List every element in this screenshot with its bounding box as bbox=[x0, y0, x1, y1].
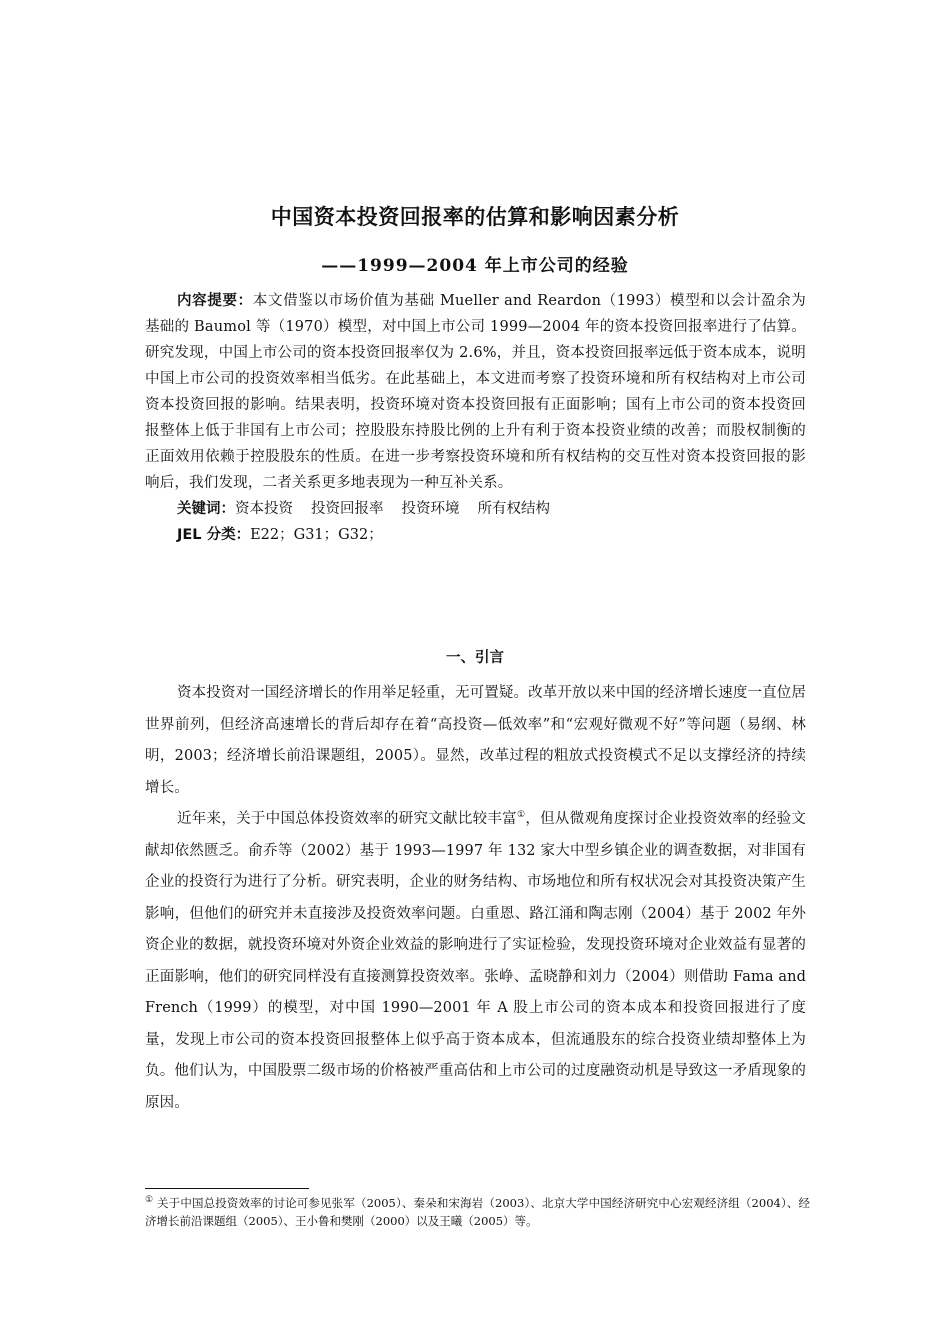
intro-paragraph-2-start: 近年来，关于中国总体投资效率的研究文献比较丰富 bbox=[177, 811, 517, 827]
section-heading: 一、引言 bbox=[446, 650, 504, 666]
keyword: 资本投资 bbox=[235, 501, 293, 517]
keyword: 所有权结构 bbox=[477, 501, 550, 517]
abstract-label: 内容提要： bbox=[177, 293, 253, 309]
footnote-reference[interactable]: ① bbox=[516, 810, 526, 821]
intro-paragraph-2 bbox=[145, 804, 806, 1119]
footnote-text: 关于中国总投资效率的讨论可参见张军（2005）、秦朵和宋海岩（2003）、北京大学中国经济研究中心宏观经济组（2004）、经济增长前沿课题组（2005）、王小鲁和樊刚（2000）以及王曦（2005）等。 bbox=[145, 1196, 811, 1228]
jel-line bbox=[145, 522, 806, 548]
jel-label: JEL 分类： bbox=[177, 527, 251, 543]
introduction-body bbox=[145, 678, 806, 1119]
intro-paragraph-1: 资本投资对一国经济增长的作用举足轻重，无可置疑。改革开放以来中国的经济增长速度一直位居世界前列，但经济高速增长的背后却存在着“高投资—低效率”和“宏观好微观不好”等问题（易纲、林明，2003；经济增长前沿课题组，2005）。显然，改革过程的粗放式投资模式不足以支撑经济的持续增长。 bbox=[145, 685, 806, 796]
abstract-block bbox=[145, 288, 806, 548]
keyword: 投资回报率 bbox=[311, 501, 384, 517]
paper-title: 中国资本投资回报率的估算和影响因素分析 bbox=[270, 205, 680, 229]
paper-subtitle: ——1999—2004 年上市公司的经验 bbox=[321, 256, 629, 276]
abstract-paragraph bbox=[145, 288, 806, 496]
footnote-divider bbox=[145, 1188, 309, 1189]
keywords-line bbox=[145, 496, 806, 522]
keywords-label: 关键词： bbox=[177, 501, 235, 517]
jel-codes: E22；G31；G32； bbox=[250, 527, 383, 543]
footnote bbox=[145, 1194, 810, 1230]
keyword: 投资环境 bbox=[401, 501, 460, 517]
footnote-mark: ① bbox=[145, 1195, 154, 1206]
intro-paragraph-2-rest: ，但从微观角度探讨企业投资效率的经验文献却依然匮乏。俞乔等（2002）基于 1993—1997 年 132 家大中型乡镇企业的调查数据，对非国有企业的投资行为进行了分析。研究表明，企业的财务结构、市场地位和所有权状况会对其投资决策产生影响，但他们的研究并未直接涉及投资效率问题。白重恩、路江涌和陶志刚（2004）基于 2002 年外资企业的数据，就投资环境对外资企业效益的影响进行了实证检验，发现投资环境对企业效益有显著的正面影响，他们的研究同样没有直接测算投资效率。张峥、孟晓静和刘力（2004）则借助 Fama and French（1999）的模型，对中国 1990—2001 年 A 股上市公司的资本成本和投资回报进行了度量，发现上市公司的资本投资回报整体上似乎高于资本成本，但流通股东的综合投资业绩却整体上为负。他们认为，中国股票二级市场的价格被严重高估和上市公司的过度融资动机是导致这一矛盾现象的原因。 bbox=[145, 811, 806, 1111]
abstract-text: 本文借鉴以市场价值为基础 Mueller and Reardon（1993）模型和以会计盈余为基础的 Baumol 等（1970）模型，对中国上市公司 1999—2004 年的资本投资回报率进行了估算。研究发现，中国上市公司的资本投资回报率仅为 2.6%，并且，资本投资回报率远低于资本成本，说明中国上市公司的投资效率相当低劣。在此基础上，本文进而考察了投资环境和所有权结构对上市公司资本投资回报的影响。结果表明，投资环境对资本投资回报有正面影响；国有上市公司的资本投资回报整体上低于非国有上市公司；控股股东持股比例的上升有利于资本投资业绩的改善；而股权制衡的正面效用依赖于控股股东的性质。在进一步考察投资环境和所有权结构的交互性对资本投资回报的影响后，我们发现，二者关系更多地表现为一种互补关系。 bbox=[145, 293, 807, 491]
